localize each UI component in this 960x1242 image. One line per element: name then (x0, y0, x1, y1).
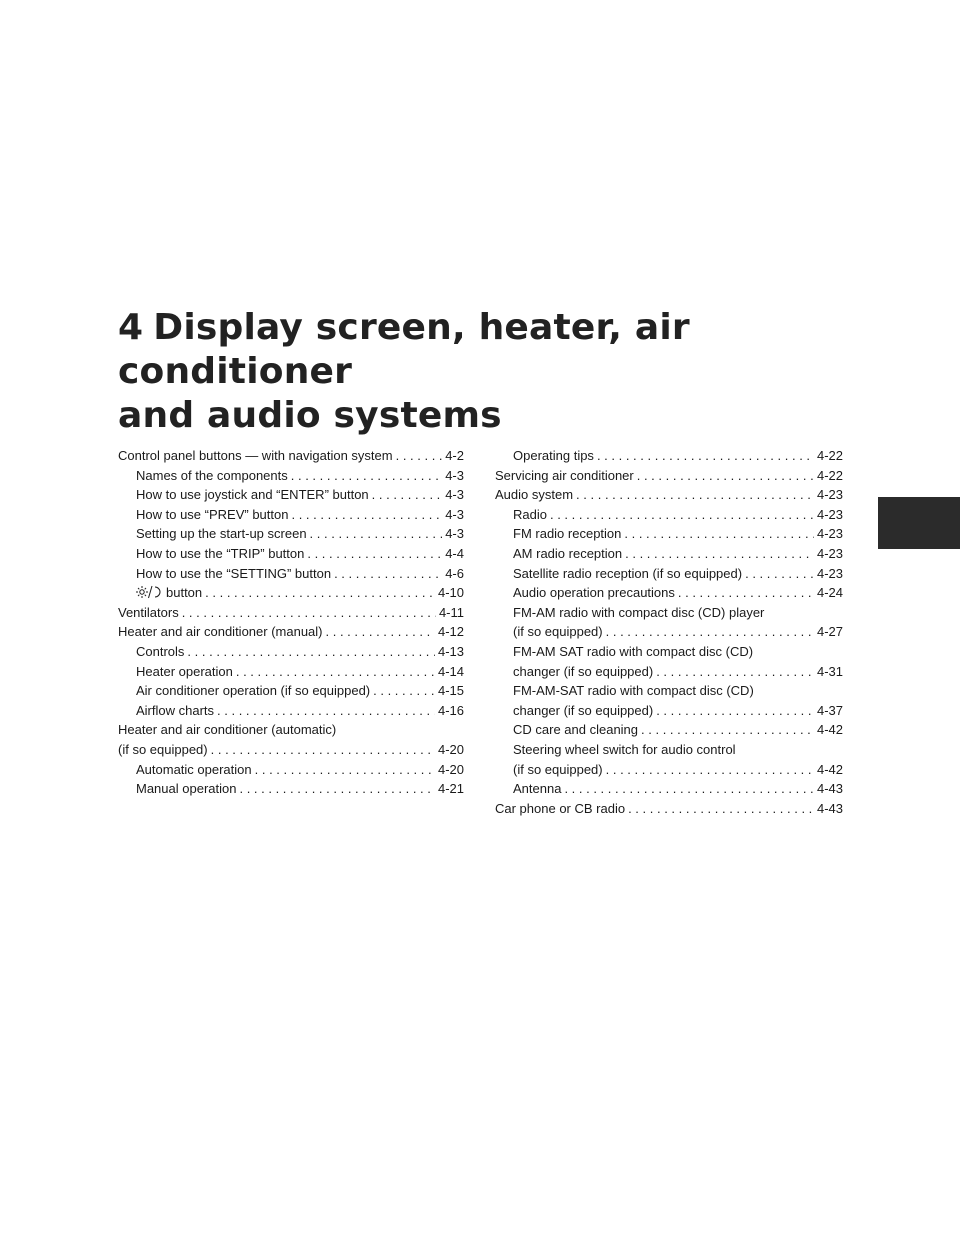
toc-entry[interactable] (118, 662, 464, 682)
toc-entry-title-text: button (166, 585, 203, 601)
toc-entry-title-text: Operating tips (513, 448, 594, 463)
toc-entry-title (495, 485, 573, 505)
toc-entry-title-text: Car phone or CB radio (495, 800, 626, 816)
toc-entry-title (136, 524, 307, 544)
toc-entry[interactable] (118, 524, 464, 544)
toc-entry[interactable] (495, 720, 843, 740)
dot-leader (291, 505, 442, 525)
toc-entry-page: 4-43 (816, 781, 843, 797)
toc-entry-page: 4-20 (437, 741, 464, 757)
toc-entry-title (136, 564, 331, 584)
toc-entry[interactable] (118, 466, 464, 486)
toc-entry-title-text: Audio system (495, 487, 574, 503)
toc-entry-title (513, 524, 621, 544)
toc-entry[interactable] (495, 603, 843, 642)
chapter-title-line-2: and audio systems (118, 395, 502, 436)
toc-entry-title-text: Manual operation (136, 781, 237, 797)
toc-entry-page: 4-42 (816, 761, 843, 777)
toc-entry-page: 4-11 (438, 604, 464, 620)
toc-entry-title (136, 505, 288, 525)
toc-entry-title-text: changer (if so equipped) (513, 663, 654, 679)
toc-entry-title (513, 662, 653, 682)
toc-entry-title-text: FM radio reception (513, 526, 622, 542)
toc-entry-title (495, 466, 634, 486)
toc-entry-title-text: Airflow charts (136, 702, 215, 718)
toc-entry-title-text: (if so equipped) (513, 624, 603, 640)
toc-entry-page: 4-21 (437, 781, 464, 797)
toc-entry-title-line: FM-AM radio with compact disc (CD) player (513, 604, 765, 620)
toc-entry-page: 4-23 (816, 506, 843, 522)
toc-entry-page: 4-4 (445, 545, 464, 561)
toc-entry[interactable] (118, 642, 464, 662)
dot-leader (625, 544, 814, 564)
toc-entry-page: 4-2 (445, 448, 464, 463)
toc-entry-title-line: FM-AM-SAT radio with compact disc (CD) (513, 683, 754, 699)
toc-entry-page: 4-23 (816, 526, 843, 542)
toc-entry[interactable] (118, 583, 464, 603)
toc-entry-title-text: Heater operation (136, 663, 233, 679)
dot-leader (637, 466, 814, 486)
toc-entry[interactable] (495, 740, 843, 779)
dot-leader (307, 544, 442, 564)
dot-leader (255, 760, 435, 780)
dot-leader (656, 701, 814, 721)
chapter-title (118, 306, 858, 438)
toc-entry-title (136, 544, 304, 564)
dot-leader (606, 760, 814, 780)
dot-leader (656, 662, 814, 682)
toc-entry-title (118, 603, 179, 623)
toc-entry-page: 4-14 (437, 663, 464, 679)
toc-entry[interactable] (495, 583, 843, 603)
dot-leader (396, 446, 443, 466)
toc-entry-title-text: How to use the “TRIP” button (136, 545, 305, 561)
dot-leader (564, 779, 814, 799)
toc-entry[interactable] (118, 505, 464, 525)
dot-leader (211, 740, 435, 760)
dot-leader (310, 524, 443, 544)
toc-entry-title-text: How to use joystick and “ENTER” button (136, 487, 369, 503)
dot-leader (678, 583, 814, 603)
toc-entry[interactable] (118, 564, 464, 584)
dot-leader (576, 485, 814, 505)
toc-entry-page: 4-22 (816, 467, 843, 483)
toc-entry-title (136, 466, 288, 486)
toc-entry[interactable] (118, 622, 464, 642)
dot-leader (745, 564, 814, 584)
toc-entry-title-text: AM radio reception (513, 545, 623, 561)
toc-entry-title (136, 642, 184, 662)
toc-entry-page: 4-23 (816, 545, 843, 561)
toc-entry-title (513, 720, 638, 740)
toc-entry[interactable] (118, 701, 464, 721)
toc-entry-title (136, 662, 233, 682)
toc-entry-title-text: Heater and air conditioner (manual) (118, 624, 323, 640)
toc-entry[interactable] (495, 466, 843, 486)
dot-leader (334, 564, 442, 584)
toc-entry-title (513, 622, 603, 642)
dot-leader (624, 524, 814, 544)
dot-leader (291, 466, 442, 486)
toc-entry-title-text: changer (if so equipped) (513, 702, 654, 718)
toc-entry-title-text: Names of the components (136, 467, 288, 483)
dot-leader (187, 642, 435, 662)
toc-entry-title (513, 701, 653, 721)
toc-entry-page: 4-13 (437, 643, 464, 659)
toc-entry[interactable] (118, 446, 464, 466)
toc-entry[interactable] (118, 485, 464, 505)
dot-leader (641, 720, 814, 740)
toc-entry-title-text: Servicing air conditioner (495, 467, 634, 483)
chapter-title-text-1: Display screen, heater, air conditioner (118, 307, 690, 392)
toc-entry-page: 4-3 (445, 526, 464, 542)
toc-entry-title-text: Air conditioner operation (if so equipped) (136, 683, 371, 699)
toc-entry-title-text: Controls (136, 643, 185, 659)
chapter-title-line-1 (118, 306, 858, 394)
toc-entry-title (118, 622, 323, 642)
toc-entry-page: 4-16 (437, 702, 464, 718)
toc-entry-page: 4-23 (816, 487, 843, 503)
toc-entry-title (513, 583, 675, 603)
toc-entry-title-line: Steering wheel switch for audio control (513, 741, 736, 757)
dot-leader (606, 622, 814, 642)
toc-entry-title (136, 583, 202, 603)
toc-entry-page: 4-3 (445, 467, 464, 483)
dot-leader (373, 681, 435, 701)
toc-entry-title-text: CD care and cleaning (513, 722, 639, 738)
toc-entry-page: 4-3 (445, 487, 464, 503)
toc-entry-title (136, 681, 370, 701)
toc-entry-title-text: Satellite radio reception (if so equipped) (513, 565, 743, 581)
toc-entry-title (513, 760, 603, 780)
toc-entry-title-text: Setting up the start-up screen (136, 526, 307, 542)
toc-entry-title-text: (if so equipped) (118, 741, 208, 757)
toc-entry[interactable] (495, 564, 843, 584)
toc-entry-page: 4-42 (816, 722, 843, 738)
dot-leader (372, 485, 443, 505)
toc-entry[interactable] (495, 446, 843, 466)
toc-entry-page: 4-37 (816, 702, 843, 718)
toc-entry-page: 4-43 (816, 800, 843, 816)
toc-entry-title (513, 779, 561, 799)
dot-leader (182, 603, 436, 623)
toc-entry[interactable] (495, 505, 843, 525)
toc-entry-title (495, 799, 625, 819)
toc-entry-page: 4-31 (816, 663, 843, 679)
toc-entry-page: 4-22 (816, 448, 843, 463)
toc-entry[interactable] (118, 544, 464, 564)
chapter-number: 4 (118, 307, 144, 348)
toc-entry-title (513, 544, 622, 564)
toc-entry[interactable] (118, 603, 464, 623)
toc-entry[interactable] (495, 544, 843, 564)
toc-entry[interactable] (495, 681, 843, 720)
toc-entry-title-text: Automatic operation (136, 761, 252, 777)
toc-entry-title-text: Ventilators (118, 604, 179, 620)
toc-entry-page: 4-3 (445, 506, 464, 522)
toc-entry-page: 4-12 (437, 624, 464, 640)
toc-entry-title-text: Antenna (513, 781, 562, 797)
dot-leader (205, 583, 435, 603)
toc-entry-page: 4-20 (437, 761, 464, 777)
toc-entry-title (513, 446, 594, 466)
toc-entry-title-text: How to use the “SETTING” button (136, 565, 332, 581)
toc-entry-title-text: (if so equipped) (513, 761, 603, 777)
toc-entry-title (513, 564, 742, 584)
toc-entry-page: 4-24 (816, 585, 843, 601)
toc-entry-page: 4-27 (816, 624, 843, 640)
toc-entry-page: 4-23 (816, 565, 843, 581)
toc-entry[interactable] (495, 485, 843, 505)
toc-entry[interactable] (118, 760, 464, 780)
toc-entry-page: 4-10 (437, 585, 464, 601)
dot-leader (236, 662, 435, 682)
toc-entry[interactable] (118, 779, 464, 799)
toc-entry-title (118, 446, 393, 466)
toc-entry-page: 4-15 (437, 683, 464, 699)
toc-entry-title-line: FM-AM SAT radio with compact disc (CD) (513, 643, 754, 659)
toc-entry-title-line: Heater and air conditioner (automatic) (118, 722, 337, 738)
toc-entry-title-text: Control panel buttons — with navigation system (118, 448, 393, 463)
toc-entry[interactable] (495, 799, 843, 819)
dot-leader (628, 799, 814, 819)
toc-entry-title-text: How to use “PREV” button (136, 506, 289, 522)
toc-entry-title (136, 779, 236, 799)
dot-leader (217, 701, 435, 721)
dot-leader (597, 446, 814, 466)
toc-entry-title (513, 505, 547, 525)
toc-entry[interactable] (495, 524, 843, 544)
dot-leader (239, 779, 435, 799)
toc-entry[interactable] (495, 642, 843, 681)
toc-entry-title-text: Radio (513, 506, 547, 522)
chapter-thumb-tab (878, 497, 960, 549)
sun-moon-icon (136, 585, 162, 599)
dot-leader (326, 622, 435, 642)
toc-left-column (118, 446, 464, 799)
dot-leader (550, 505, 814, 525)
toc-right-column (495, 446, 843, 818)
toc-entry-page: 4-6 (445, 565, 464, 581)
toc-entry-title-text: Audio operation precautions (513, 585, 675, 601)
toc-entry-title (136, 760, 252, 780)
toc-entry-title (118, 740, 208, 760)
toc-entry-title (136, 485, 369, 505)
toc-entry-title (136, 701, 214, 721)
toc-entry[interactable] (118, 681, 464, 701)
toc-entry[interactable] (495, 779, 843, 799)
toc-entry[interactable] (118, 720, 464, 759)
